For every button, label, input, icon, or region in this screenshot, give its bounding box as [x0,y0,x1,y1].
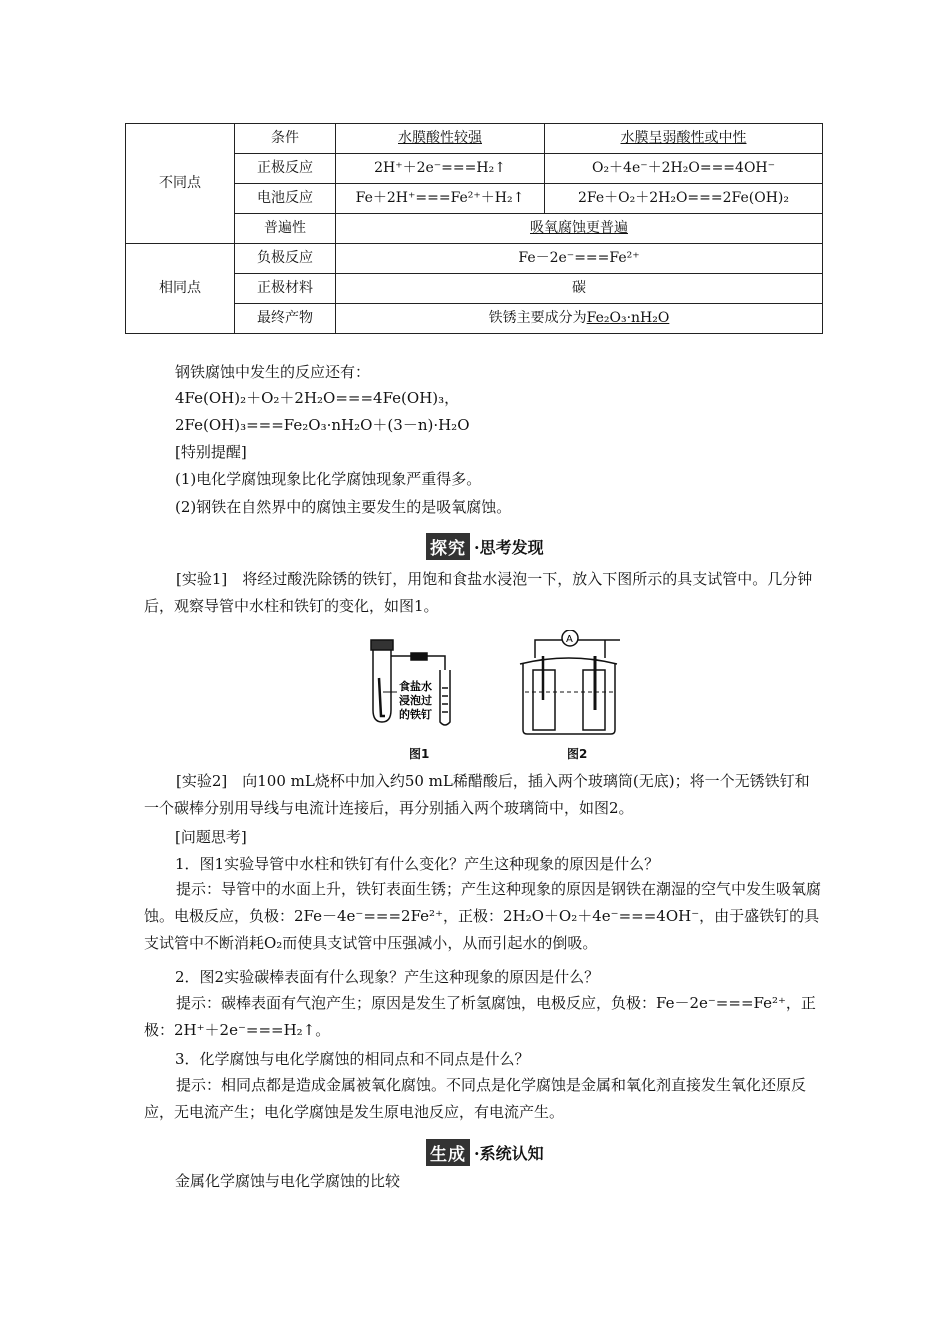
question-1: 1．图1实验导管中水柱和铁钉有什么变化？产生这种现象的原因是什么？ [175,855,660,873]
question-2: 2．图2实验碳棒表面有什么现象？产生这种现象的原因是什么？ [175,968,600,986]
rubber-connector [411,653,427,660]
section-title: ·思考发现 [474,538,544,557]
questions-title: [问题思考] [175,828,247,846]
question-3: 3．化学腐蚀与电化学腐蚀的相同点和不同点是什么？ [175,1050,530,1068]
fig1-label-line2: 浸泡过 [399,694,432,707]
test-tube [373,648,391,722]
equation-1: 4Fe(OH)₂＋O₂＋2H₂O===4Fe(OH)₃， [175,389,460,407]
table-row [126,244,823,274]
comparison-table [125,123,823,334]
fig1-label-line1: 食盐水 [399,680,432,693]
section-badge: 生成 [426,1139,470,1166]
figure-1-caption: 图1 [409,747,430,761]
tip-title: [特别提醒] [175,443,247,461]
figure-2-caption: 图2 [567,747,588,761]
answer-1: 提示：导管中的水面上升，铁钉表面生锈；产生这种现象的原因是钢铁在潮湿的空气中发生吸氧腐蚀。电极反应，负极：2Fe－4e⁻===2Fe²⁺，正极：2H₂O＋O₂＋4e⁻===4OH⁻，由于盛铁钉的具支试管中不断消耗O₂而使具支试管中压强减小，从而引起水的倒吸。 [144,880,822,952]
tip-2: (2)钢铁在自然界中的腐蚀主要发生的是吸氧腐蚀。 [175,498,512,516]
wire-left [535,640,620,658]
merged-cell [336,304,823,334]
answer-3: 提示：相同点都是造成金属被氧化腐蚀。不同点是化学腐蚀是金属和氧化剂直接发生氧化还原反应，无电流产生；电化学腐蚀是发生原电池反应，有电流产生。 [144,1076,807,1121]
merged-cell [336,214,823,244]
cell-hydrogen: Fe＋2H⁺===Fe²⁺＋H₂↑ [336,184,545,214]
underlined-text: 水膜酸性较强 [398,130,482,146]
merged-prefix: 铁锈主要成分为 [488,310,587,326]
beaker-rim [520,658,617,664]
experiment-2: [实验2] 向100 mL烧杯中加入约50 mL稀醋酸后，插入两个玻璃筒(无底)；将一个无锈铁钉和一个碳棒分别用导线与电流计连接后，再分别插入两个玻璃筒中，如图2。 [144,772,810,817]
row-label: 普遍性 [235,214,336,244]
cell-hydrogen [336,124,545,154]
table-row [126,124,823,154]
underlined-text: Fe₂O₃·nH₂O [586,310,670,326]
merged-cell: Fe－2e⁻===Fe²⁺ [336,244,823,274]
row-label: 负极反应 [235,244,336,274]
row-label: 正极材料 [235,274,336,304]
figure-2-apparatus [520,630,620,734]
row-label: 正极反应 [235,154,336,184]
reactions-intro: 钢铁腐蚀中发生的反应还有： [175,363,371,381]
underlined-text: 吸氧腐蚀更普遍 [530,220,628,236]
ammeter-label: A [566,634,573,645]
cell-oxygen: O₂＋4e⁻＋2H₂O===4OH⁻ [545,154,823,184]
section-header-explore [426,533,544,560]
stopper [371,640,393,650]
tip-1: (1)电化学腐蚀现象比化学腐蚀现象严重得多。 [175,470,482,488]
merged-cell: 碳 [336,274,823,304]
section-title: ·系统认知 [474,1144,544,1163]
small-tube [440,670,450,725]
section-badge: 探究 [426,533,470,560]
row-label: 最终产物 [235,304,336,334]
row-label: 条件 [235,124,336,154]
experiment-1: [实验1] 将经过酸洗除锈的铁钉，用饱和食盐水浸泡一下，放入下图所示的具支试管中。几分钟后，观察导管中水柱和铁钉的变化，如图1。 [144,570,813,615]
cell-oxygen: 2Fe＋O₂＋2H₂O===2Fe(OH)₂ [545,184,823,214]
row-label: 电池反应 [235,184,336,214]
beaker [523,664,615,734]
underlined-text: 水膜呈弱酸性或中性 [620,130,747,146]
section-header-summary [426,1139,544,1166]
closing-line: 金属化学腐蚀与电化学腐蚀的比较 [175,1172,401,1190]
group-label-same: 相同点 [126,244,235,334]
equation-2: 2Fe(OH)₃===Fe₂O₃·nH₂O＋(3－n)·H₂O [175,416,470,434]
experiment-figures [355,630,625,760]
iron-nail [379,678,385,716]
fig1-label-line3: 的铁钉 [399,708,432,721]
answer-2: 提示：碳棒表面有气泡产生；原因是发生了析氢腐蚀，电极反应，负极：Fe－2e⁻===Fe²⁺，正极：2H⁺＋2e⁻===H₂↑。 [144,994,816,1039]
group-label-different: 不同点 [126,124,235,244]
cell-hydrogen: 2H⁺＋2e⁻===H₂↑ [336,154,545,184]
cell-oxygen [545,124,823,154]
